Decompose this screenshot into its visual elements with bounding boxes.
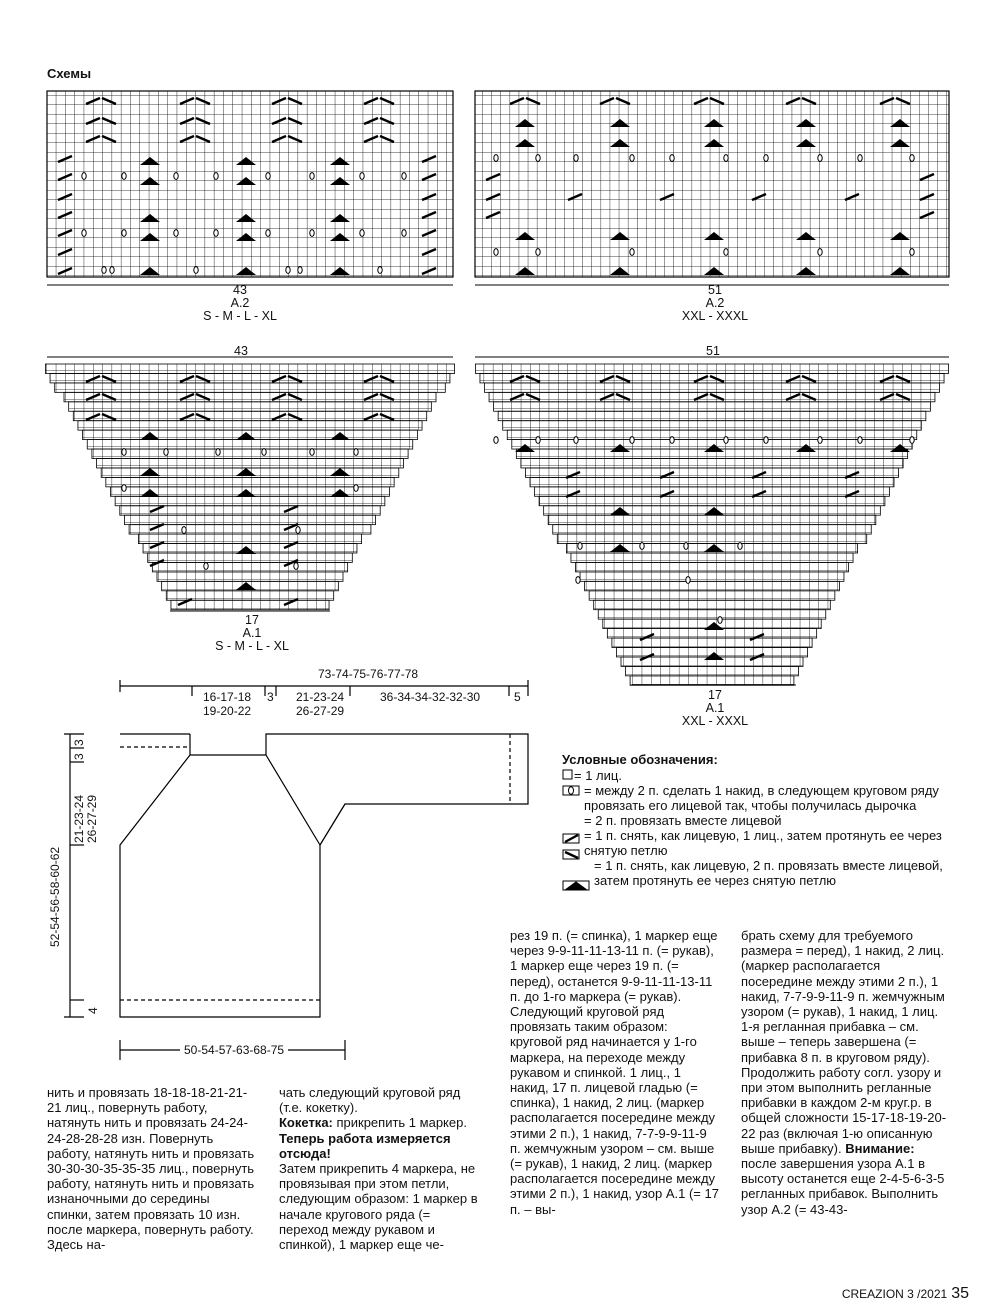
text-column-2: чать следующий круговой ряд (т.е. кокетку). Кокетка: прикрепить 1 маркер. Теперь работа измеряется отсюда! Затем прикрепить 4 маркера, не провязывая при этом петли, следующим образом: 1 маркер в начале кругового ряда (= переход между рукавом и спинкой), 1 маркер еще че- — [279, 1085, 478, 1253]
dim-raglan-b: 26-27-29 — [296, 704, 345, 718]
dim-neck-b: 19-20-22 — [203, 704, 252, 718]
dim-cuff: 5 — [514, 690, 521, 704]
dim-total-width: 73-74-75-76-77-78 — [318, 667, 419, 681]
magazine-name: CREAZION 3 /2021 — [841, 1287, 948, 1301]
page-title: Схемы — [47, 66, 92, 81]
page-footer — [842, 1285, 969, 1303]
dim-yoke-a: 21-23-24 — [72, 794, 86, 843]
text-column-4: брать схему для требуемого размера = перед), 1 накид, 2 лиц. (маркер располагается посередине между этими 2 п.), 1 накид, 7-7-9-9-11-9 п. жемчужным узором (= рукав), 1 накид, 1 лиц. 1-я регланная прибавка – см. выше – теперь завершена (= прибавка 8 п. в круговом ряду). Продолжить работу согл. узору и при этом выполнить регланные прибавки в каждом 2-м круг.р. в общей сложности 15-17-18-19-20-22 раз (включая 1-ю описанную выше прибавку). Внимание: после завершения узора A.1 в высоту останется еще 2-4-5-6-3-5 регланных прибавок. Выполнить узор A.2 (= 43-43- — [741, 928, 947, 1217]
raglan-right — [266, 755, 345, 845]
chart-a1-small-top-count: 43 — [234, 344, 248, 358]
dim-raglan-a: 21-23-24 — [296, 690, 345, 704]
dim-top-3a: 3 — [72, 753, 86, 760]
legend-item-knit: = 1 лиц. — [574, 768, 622, 783]
chart-a1-large-caption: 17 A.1 XXL - XXXL — [681, 688, 749, 728]
text-column-3: рез 19 п. (= спинка), 1 маркер еще через 9-9-11-11-13-11 п. (= рукав), 1 маркер еще через 19 п. (= перед), останется 9-9-11-11-13-11 п. до 1-го маркера (= рукав). Следующий круговой ряд провязать таким образом: круговой ряд начинается у 1-го маркера, на переходе между рукавом и спинкой. 1 лиц., 1 накид, 17 п. лицевой гладью (= спинка), 1 накид, 2 лиц. (маркер располагается посередине между этими 2 п.), 1 накид, 7-7-9-9-11-9 п. жемчужным узором – см. выше (= рукав), 1 накид, 2 лиц. (маркер располагается посередине между этими 2 п.), 1 накид, узор A.1 (= 17 п. – вы- — [510, 928, 719, 1217]
text-column-1: нить и провязать 18-18-18-21-21-21 лиц., повернуть работу, натянуть нить и провязать 24-24-24-28-28-28 изн. Повернуть работу, натянуть нить и провязать 30-30-30-35-35-35 лиц., повернуть работу, натянуть нить и провязать изнаночными до середины спинки, затем провязать 10 изн. после маркера, повернуть работу. Здесь на- — [47, 1085, 255, 1253]
dim-neck-a: 16-17-18 — [203, 690, 252, 704]
chart-a2-small-caption: 43 A.2 S - M - L - XL — [203, 283, 277, 323]
garment-schematic — [64, 680, 528, 1060]
dim-left-height: 52-54-56-58-60-62 — [48, 846, 62, 947]
chart-a2-large-caption: 51 A.2 XXL - XXXL — [681, 283, 749, 323]
legend-item-sk2p: = 1 п. снять, как лицевую, 2 п. провязать вместе лицевой, затем протянуть ее через снятую петлю — [594, 858, 943, 888]
legend — [562, 752, 962, 888]
page-number: 35 — [951, 1285, 969, 1302]
legend-title: Условные обозначения: — [562, 752, 718, 767]
body-outline — [120, 734, 528, 1017]
dim-hem: 4 — [86, 1007, 100, 1014]
chart-a1-large-grid — [475, 364, 948, 685]
dim-sleeve: 36-34-34-32-32-30 — [380, 690, 481, 704]
legend-item-ssk: = 1 п. снять, как лицевую, 1 лиц., затем протянуть ее через снятую петлю — [584, 828, 942, 858]
chart-a1-large-top-count: 51 — [706, 344, 720, 358]
dim-top-3b: 3 — [72, 739, 86, 746]
dim-bottom-width: 50-54-57-63-68-75 — [180, 1043, 288, 1057]
chart-a1-small-caption: 17 A.1 S - M - L - XL — [215, 613, 289, 653]
dim-yoke-b: 26-27-29 — [85, 794, 99, 843]
dim-seg-3: 3 — [267, 690, 274, 704]
legend-item-yarnover: = между 2 п. сделать 1 накид, в следующем круговом ряду провязать его лицевой так, чтобы получилась дырочка — [584, 783, 939, 813]
chart-a2-large-grid — [475, 91, 949, 277]
legend-item-k2tog: = 2 п. провязать вместе лицевой — [584, 813, 782, 828]
